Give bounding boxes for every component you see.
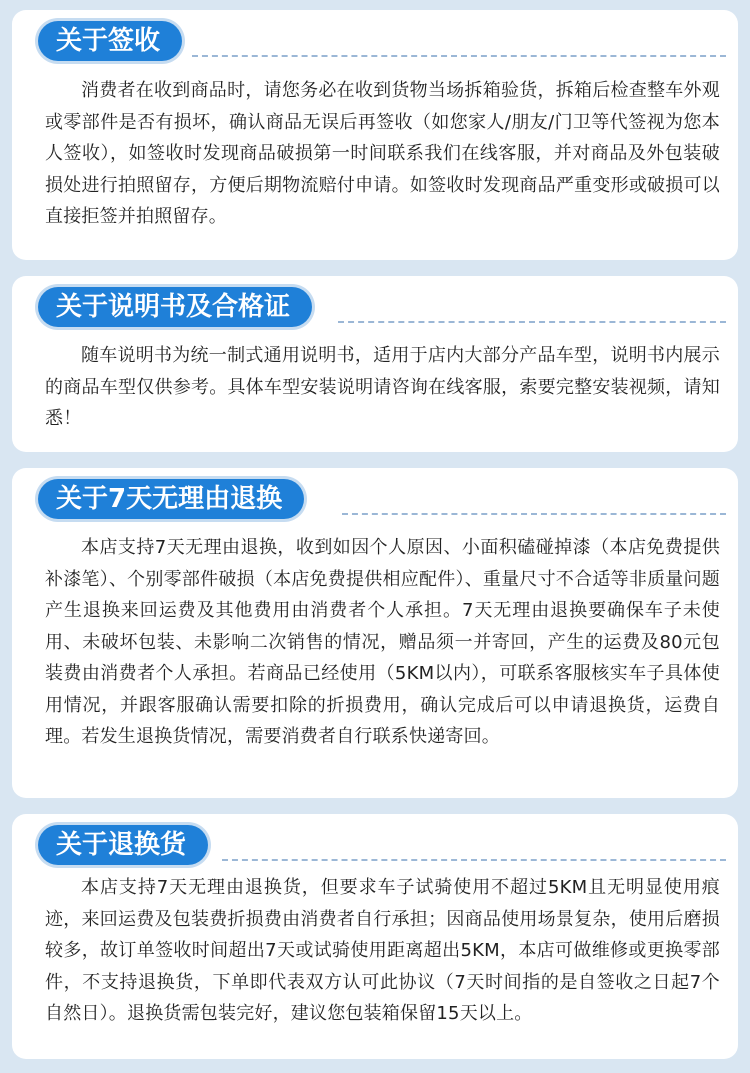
dashed-divider: [222, 859, 726, 861]
section-card-exchange: [12, 814, 738, 1059]
section-body: 本店支持7天无理由退换货，但要求车子试骑使用不超过5KM且无明显使用痕迹，来回运费及包装费折损费由消费者自行承担；因商品使用场景复杂，使用后磨损较多，故订单签收时间超出7天或试骑使用距离超出5KM，本店可做维修或更换零部件，不支持退换货，下单即代表双方认可此协议（7天时间指的是自签收之日起7个自然日）。退换货需包装完好，建议您包装箱保留15天以上。: [45, 877, 720, 1024]
section-title: 关于退换货: [38, 825, 208, 865]
section-title: 关于说明书及合格证: [38, 287, 312, 327]
section-title: 关于签收: [38, 21, 182, 61]
section-body: 随车说明书为统一制式通用说明书，适用于店内大部分产品车型，说明书内展示的商品车型仅供参考。具体车型安装说明请咨询在线客服，索要完整安装视频，请知悉！: [45, 345, 720, 429]
dashed-divider: [192, 55, 726, 57]
section-body: 消费者在收到商品时，请您务必在收到货物当场拆箱验货，拆箱后检查整车外观或零部件是否有损坏，确认商品无误后再签收（如您家人/朋友/门卫等代签视为您本人签收），如签收时发现商品破损第一时间联系我们在线客服，并对商品及外包装破损处进行拍照留存，方便后期物流赔付申请。如签收时发现商品严重变形或破损可以直接拒签并拍照留存。: [45, 80, 720, 227]
section-title: 关于7天无理由退换: [38, 479, 304, 519]
section-body: 本店支持7天无理由退换，收到如因个人原因、小面积磕碰掉漆（本店免费提供补漆笔）、个别零部件破损（本店免费提供相应配件）、重量尺寸不合适等非质量问题产生退换来回运费及其他费用由消费者个人承担。7天无理由退换要确保车子未使用、未破坏包装、未影响二次销售的情况，赠品须一并寄回，产生的运费及80元包装费由消费者个人承担。若商品已经使用（5KM以内），可联系客服核实车子具体使用情况，并跟客服确认需要扣除的折损费用，确认完成后可以申请退换货，运费自理。若发生退换货情况，需要消费者自行联系快递寄回。: [45, 537, 720, 747]
dashed-divider: [338, 321, 726, 323]
section-card-manual: [12, 276, 738, 452]
section-card-7day-return: [12, 468, 738, 798]
section-card-signing: [12, 10, 738, 260]
dashed-divider: [342, 513, 726, 515]
